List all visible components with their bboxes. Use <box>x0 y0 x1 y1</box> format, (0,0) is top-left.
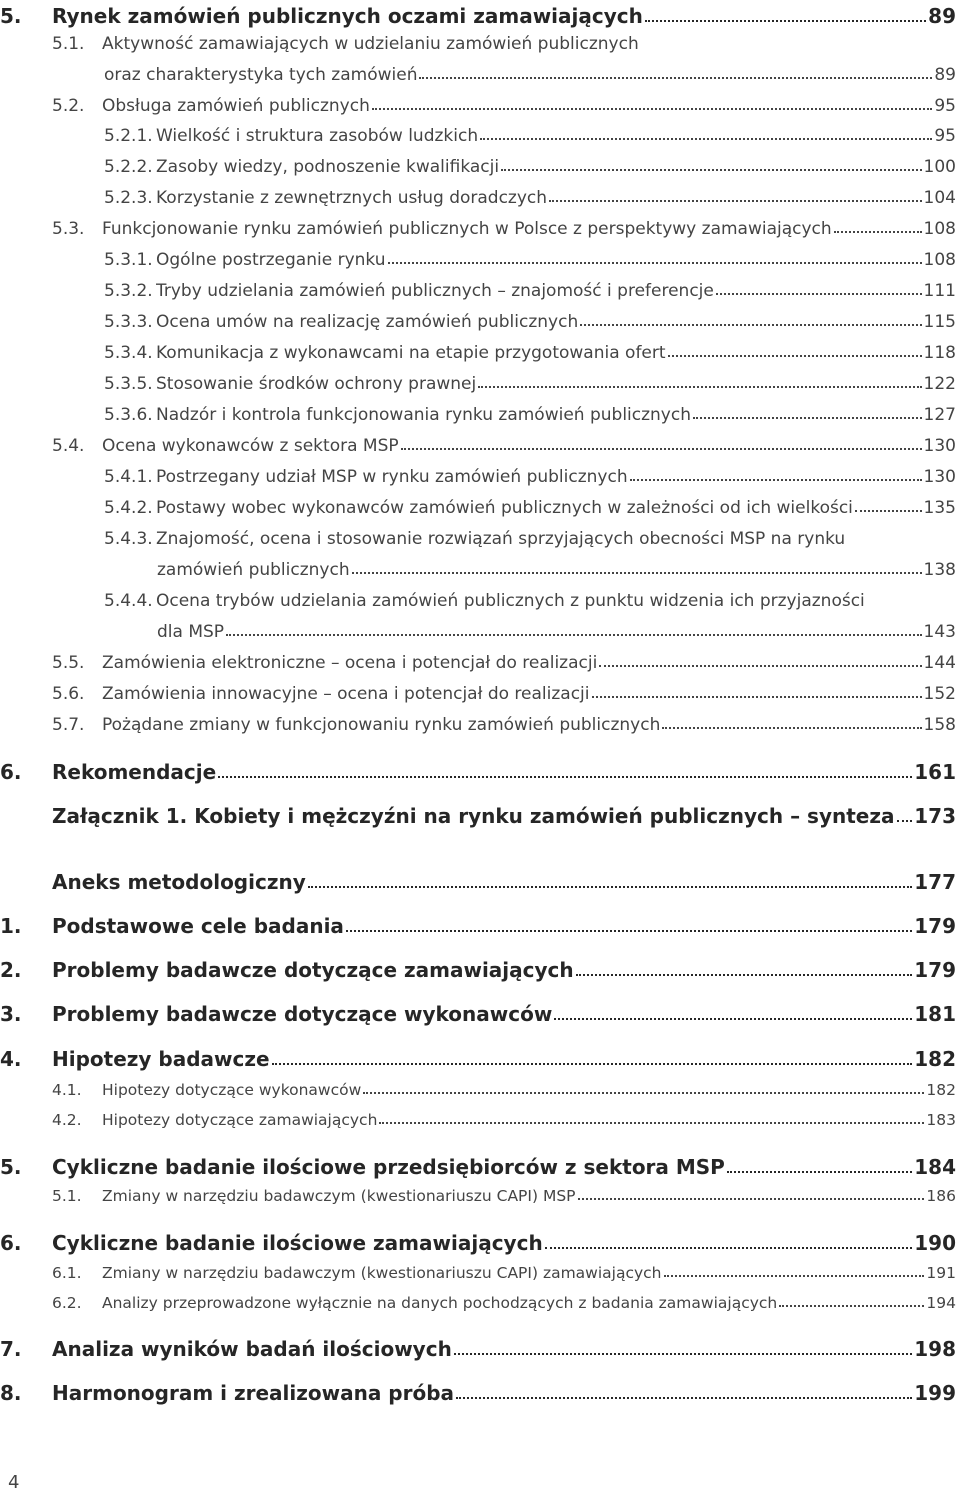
toc-entry[interactable] <box>0 529 956 549</box>
dot-leader <box>419 77 932 79</box>
toc-entry-number: 5.3.4. <box>104 343 153 363</box>
toc-entry-title: Załącznik 1. Kobiety i mężczyźni na rynku zamówień publicznych – synteza <box>52 804 895 828</box>
dot-leader <box>693 417 922 419</box>
toc-entry-number: 5.3.3. <box>104 312 153 332</box>
dot-leader <box>716 293 922 295</box>
dot-leader <box>352 572 922 574</box>
toc-entry[interactable] <box>0 343 956 363</box>
toc-entry[interactable] <box>0 1381 956 1405</box>
dot-leader <box>578 1198 925 1200</box>
toc-entry-number: 5.3.5. <box>104 374 153 394</box>
toc-entry-title: Znajomość, ocena i stosowanie rozwiązań sprzyjających obecności MSP na rynku <box>156 529 846 549</box>
toc-entry-title: Tryby udzielania zamówień publicznych – znajomość i preferencje <box>156 281 714 301</box>
toc-entry-number: 4.2. <box>52 1111 82 1129</box>
dot-leader <box>272 1063 913 1065</box>
toc-entry[interactable] <box>0 1155 956 1179</box>
toc-entry-page: 111 <box>923 281 956 301</box>
dot-leader <box>662 727 921 729</box>
toc-entry[interactable] <box>0 188 956 208</box>
toc-entry-title: Rekomendacje <box>52 760 217 784</box>
toc-entry-page: 199 <box>914 1381 956 1405</box>
toc-entry[interactable] <box>0 1002 956 1026</box>
toc-entry-number: 5.3.1. <box>104 250 153 270</box>
toc-entry-number: 5.4.1. <box>104 467 153 487</box>
toc-entry[interactable] <box>0 622 956 642</box>
toc-entry[interactable] <box>0 1111 956 1129</box>
toc-entry-page: 179 <box>914 914 956 938</box>
toc-entry-page: 89 <box>928 4 956 28</box>
toc-entry-title: Harmonogram i zrealizowana próba <box>52 1381 455 1405</box>
toc-entry-number: 7. <box>0 1337 22 1361</box>
toc-entry-number: 5. <box>0 4 22 28</box>
toc-entry-title: Rynek zamówień publicznych oczami zamawiających <box>52 4 643 28</box>
toc-entry[interactable] <box>0 653 956 673</box>
dot-leader <box>545 1247 913 1249</box>
toc-entry-page: 108 <box>923 219 956 239</box>
toc-entry-title: Nadzór i kontrola funkcjonowania rynku zamówień publicznych <box>156 405 691 425</box>
toc-entry-page: 152 <box>923 684 956 704</box>
toc-entry[interactable] <box>0 804 956 828</box>
toc-entry-title: Ocena trybów udzielania zamówień publicznych z punktu widzenia ich przyjazności <box>156 591 865 611</box>
toc-entry[interactable] <box>0 498 956 518</box>
toc-entry-page: 161 <box>914 760 956 784</box>
toc-entry-title: Aneks metodologiczny <box>52 870 306 894</box>
toc-entry-title: Zasoby wiedzy, podnoszenie kwalifikacji <box>156 157 500 177</box>
toc-entry-page: 127 <box>923 405 956 425</box>
toc-entry-page: 177 <box>914 870 956 894</box>
toc-entry[interactable] <box>0 4 956 28</box>
dot-leader <box>592 696 922 698</box>
toc-entry[interactable] <box>0 374 956 394</box>
toc-entry-title: Wielkość i struktura zasobów ludzkich <box>156 126 479 146</box>
toc-entry[interactable] <box>0 250 956 270</box>
toc-entry[interactable] <box>0 560 956 580</box>
toc-entry-number: 5.1. <box>52 1187 82 1205</box>
toc-entry-page: 186 <box>926 1187 956 1205</box>
toc-entry-number: 5.4.2. <box>104 498 153 518</box>
dot-leader <box>401 448 922 450</box>
dot-leader <box>834 231 922 233</box>
toc-entry[interactable] <box>0 126 956 146</box>
toc-entry-page: 183 <box>926 1111 956 1129</box>
dot-leader <box>372 108 933 110</box>
toc-entry-title: dla MSP <box>157 622 225 642</box>
toc-entry-number: 5.5. <box>52 653 85 673</box>
dot-leader <box>576 974 913 976</box>
toc-entry[interactable] <box>0 1337 956 1361</box>
toc-entry-number: 5.7. <box>52 715 85 735</box>
toc-entry-number: 8. <box>0 1381 22 1405</box>
toc-entry-title: Stosowanie środków ochrony prawnej <box>156 374 477 394</box>
toc-entry-page: 184 <box>914 1155 956 1179</box>
toc-entry-page: 143 <box>923 622 956 642</box>
toc-entry-number: 5.4. <box>52 436 85 456</box>
toc-entry-title: Komunikacja z wykonawcami na etapie przygotowania ofert <box>156 343 666 363</box>
toc-entry-page: 104 <box>923 188 956 208</box>
toc-entry-title: Aktywność zamawiających w udzielaniu zamówień publicznych <box>102 34 639 54</box>
dot-leader <box>645 20 926 22</box>
toc-entry-number: 5.2.1. <box>104 126 153 146</box>
toc-entry-number: 6. <box>0 1231 22 1255</box>
toc-entry-number: 5.6. <box>52 684 85 704</box>
toc-entry-title: Pożądane zmiany w funkcjonowaniu rynku zamówień publicznych <box>102 715 661 735</box>
toc-entry[interactable] <box>0 1264 956 1282</box>
toc-entry[interactable] <box>0 219 956 239</box>
toc-entry-page: 118 <box>923 343 956 363</box>
toc-entry-number: 5.2.3. <box>104 188 153 208</box>
dot-leader <box>218 776 912 778</box>
toc-entry-page: 100 <box>923 157 956 177</box>
page-number: 4 <box>8 1472 20 1493</box>
dot-leader <box>346 930 912 932</box>
toc-entry-title: Hipotezy dotyczące wykonawców <box>102 1081 362 1099</box>
toc-entry-page: 115 <box>923 312 956 332</box>
toc-entry-number: 4. <box>0 1047 22 1071</box>
toc-entry[interactable] <box>0 1187 956 1205</box>
toc-entry-page: 182 <box>914 1047 956 1071</box>
toc-entry-number: 5.3. <box>52 219 85 239</box>
toc-entry[interactable] <box>0 436 956 456</box>
toc-entry[interactable] <box>0 870 956 894</box>
dot-leader <box>549 200 922 202</box>
toc-entry-page: 182 <box>926 1081 956 1099</box>
toc-entry-page: 181 <box>914 1002 956 1026</box>
dot-leader <box>599 665 921 667</box>
toc-entry-number: 5.1. <box>52 34 85 54</box>
toc-entry-title: Problemy badawcze dotyczące wykonawców <box>52 1002 553 1026</box>
toc-entry-title: Ogólne postrzeganie rynku <box>156 250 386 270</box>
toc-entry-page: 122 <box>923 374 956 394</box>
toc-entry[interactable] <box>0 34 956 54</box>
toc-entry-number: 5.3.2. <box>104 281 153 301</box>
toc-entry-page: 130 <box>923 467 956 487</box>
toc-entry[interactable] <box>0 914 956 938</box>
dot-leader <box>554 1018 912 1020</box>
toc-entry[interactable] <box>0 1047 956 1071</box>
toc-entry-title: Zamówienia innowacyjne – ocena i potencjał do realizacji <box>102 684 590 704</box>
toc-entry-page: 135 <box>923 498 956 518</box>
dot-leader <box>580 324 921 326</box>
toc-entry-number: 5.2.2. <box>104 157 153 177</box>
toc-entry[interactable] <box>0 405 956 425</box>
toc-entry-title: oraz charakterystyka tych zamówień <box>104 65 418 85</box>
dot-leader <box>779 1305 924 1307</box>
toc-entry[interactable] <box>0 1081 956 1099</box>
toc-entry-number: 2. <box>0 958 22 982</box>
toc-entry-page: 89 <box>934 65 956 85</box>
toc-entry-number: 5.4.3. <box>104 529 153 549</box>
toc-entry-number: 1. <box>0 914 22 938</box>
toc-entry-page: 173 <box>914 804 956 828</box>
toc-entry-number: 5.4.4. <box>104 591 153 611</box>
toc-entry-number: 3. <box>0 1002 22 1026</box>
toc-entry-page: 144 <box>923 653 956 673</box>
toc-entry-page: 194 <box>926 1294 956 1312</box>
dot-leader <box>363 1092 924 1094</box>
toc-entry-page: 198 <box>914 1337 956 1361</box>
toc-entry[interactable] <box>0 760 956 784</box>
toc-entry-title: Cykliczne badanie ilościowe przedsiębiorców z sektora MSP <box>52 1155 725 1179</box>
toc-entry-page: 138 <box>923 560 956 580</box>
toc-entry[interactable] <box>0 312 956 332</box>
toc-entry[interactable] <box>0 467 956 487</box>
dot-leader <box>478 386 921 388</box>
dot-leader <box>308 886 913 888</box>
dot-leader <box>480 138 932 140</box>
toc-entry-page: 179 <box>914 958 956 982</box>
toc-entry-title: Podstawowe cele badania <box>52 914 344 938</box>
toc-entry-title: Zamówienia elektroniczne – ocena i potencjał do realizacji <box>102 653 598 673</box>
toc-entry-title: Ocena wykonawców z sektora MSP <box>102 436 399 456</box>
toc-entry-title: Hipotezy badawcze <box>52 1047 270 1071</box>
toc-entry-page: 95 <box>934 96 956 116</box>
toc-entry[interactable] <box>0 96 956 116</box>
dot-leader <box>727 1171 912 1173</box>
toc-entry[interactable] <box>0 591 956 611</box>
toc-entry-page: 130 <box>923 436 956 456</box>
dot-leader <box>226 634 922 636</box>
toc-entry-number: 6. <box>0 760 22 784</box>
toc-entry-number: 6.1. <box>52 1264 82 1282</box>
dot-leader <box>456 1397 912 1399</box>
toc-entry-title: Analiza wyników badań ilościowych <box>52 1337 452 1361</box>
toc-entry-title: Postrzegany udział MSP w rynku zamówień publicznych <box>156 467 628 487</box>
dot-leader <box>630 479 922 481</box>
toc-entry-number: 5.3.6. <box>104 405 153 425</box>
toc-entry-number: 4.1. <box>52 1081 82 1099</box>
toc-entry-title: Problemy badawcze dotyczące zamawiających <box>52 958 574 982</box>
toc-entry-number: 5.2. <box>52 96 85 116</box>
toc-entry[interactable] <box>0 157 956 177</box>
dot-leader <box>668 355 922 357</box>
toc-entry-title: Postawy wobec wykonawców zamówień publicznych w zależności od ich wielkości <box>156 498 853 518</box>
toc-entry-title: Funkcjonowanie rynku zamówień publicznych w Polsce z perspektywy zamawiających <box>102 219 832 239</box>
toc-entry-page: 191 <box>926 1264 956 1282</box>
dot-leader <box>454 1353 912 1355</box>
toc-entry[interactable] <box>0 1231 956 1255</box>
toc-entry-title: Zmiany w narzędziu badawczym (kwestionariuszu CAPI) zamawiających <box>102 1264 662 1282</box>
toc-entry-page: 108 <box>923 250 956 270</box>
toc-entry-title: Ocena umów na realizację zamówień publicznych <box>156 312 579 332</box>
toc-entry-number: 6.2. <box>52 1294 82 1312</box>
toc-entry-page: 158 <box>923 715 956 735</box>
toc-entry-title: Zmiany w narzędziu badawczym (kwestionariuszu CAPI) MSP <box>102 1187 576 1205</box>
toc-entry[interactable] <box>0 1294 956 1312</box>
toc-entry-title: Obsługa zamówień publicznych <box>102 96 370 116</box>
dot-leader <box>897 820 913 822</box>
toc-entry-title: zamówień publicznych <box>157 560 350 580</box>
toc-entry-title: Korzystanie z zewnętrznych usług doradczych <box>156 188 548 208</box>
toc-entry[interactable] <box>0 684 956 704</box>
toc-entry[interactable] <box>0 281 956 301</box>
dot-leader <box>388 262 922 264</box>
toc-entry-number: 5. <box>0 1155 22 1179</box>
dot-leader <box>379 1122 924 1124</box>
toc-entry-title: Cykliczne badanie ilościowe zamawiających <box>52 1231 543 1255</box>
dot-leader <box>501 169 921 171</box>
toc-entry-page: 190 <box>914 1231 956 1255</box>
toc-entry-page: 95 <box>934 126 956 146</box>
toc-entry[interactable] <box>0 715 956 735</box>
toc-entry[interactable] <box>0 958 956 982</box>
dot-leader <box>664 1275 925 1277</box>
toc-entry-title: Hipotezy dotyczące zamawiających <box>102 1111 378 1129</box>
toc-entry-title: Analizy przeprowadzone wyłącznie na danych pochodzących z badania zamawiających <box>102 1294 778 1312</box>
dot-leader <box>855 510 922 512</box>
toc-entry[interactable] <box>0 65 956 85</box>
